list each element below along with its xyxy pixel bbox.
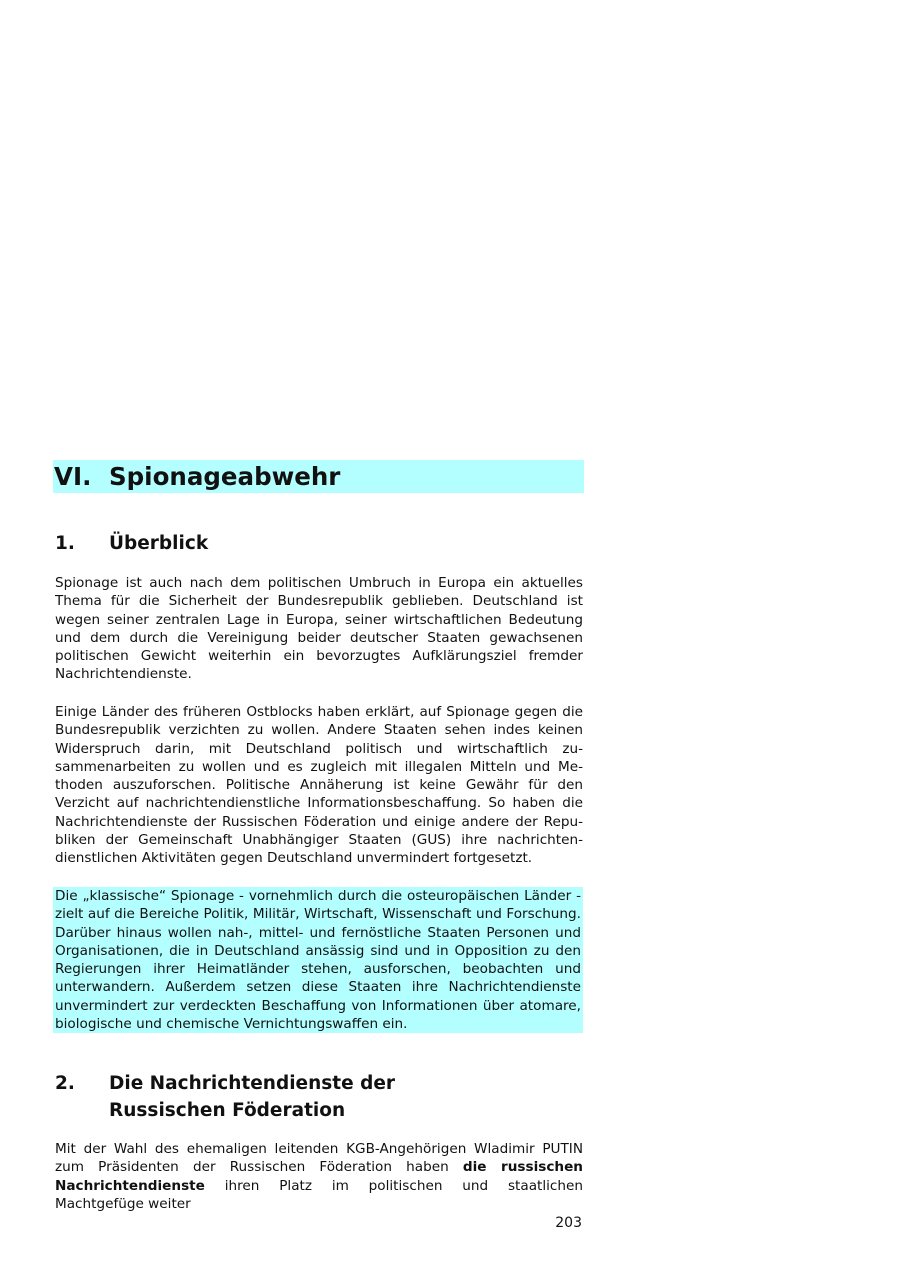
section-heading-1 — [55, 530, 208, 557]
paragraph-4-bold-term: die russischen Nachrichtendienste — [55, 1159, 583, 1194]
section-title: Überblick — [109, 533, 209, 554]
section-title-line-1: Die Nachrichtendienste der — [109, 1073, 396, 1094]
page-number: 203 — [555, 1215, 582, 1231]
section-number: 2. — [55, 1073, 75, 1094]
paragraph-4-text-end: ihren Platz im politischen und staatlichen Machtgefüge weiter — [55, 1177, 583, 1212]
paragraph-4 — [55, 1140, 583, 1213]
paragraph-3-highlighted: Die „klassische“ Spionage - vornehmlich durch die osteuropäischen Länder - zielt auf die Bereiche Politik, Militär, Wirtschaft, Wissenschaft und Forschung. Darüber hinaus wollen nah-, mittel- und fernöstliche Staaten Personen und Organisationen, die in Deutschland ansässig sind und in Opposition zu den Regierungen ihrer Heimatländer stehen, ausforschen, beobachten und unterwandern. Außerdem setzen diese Staaten ihre Nachrichtendienste unvermindert zur verdeckten Beschaffung von Informationen über atomare, biologische und chemische Vernichtungswaffen ein. — [55, 888, 581, 1033]
chapter-title: Spionageabwehr — [109, 462, 341, 491]
section-title — [109, 1070, 395, 1124]
chapter-heading — [53, 460, 584, 493]
section-heading-2 — [55, 1070, 395, 1124]
section-title-line-2: Russischen Föderation — [109, 1100, 346, 1121]
paragraph-4-text-start: Mit der Wahl des ehemaligen leitenden KGB-Angehörigen Wladimir PUTIN zum Präsidenten der Russischen Föderation haben — [55, 1141, 583, 1176]
paragraph-1: Spionage ist auch nach dem politischen Umbruch in Europa ein aktuelles Thema für die Sicherheit der Bundesrepublik geblieben. Deutschland ist wegen seiner zentralen Lage in Europa, seiner wirtschaftlichen Bedeutung und dem durch die Vereinigung beider deutscher Staaten gewachsenen politischen Gewicht weiterhin ein bevorzugtes Aufklärungsziel fremder Nachrichtendienste. — [55, 575, 583, 683]
paragraph-2: Einige Länder des früheren Ostblocks haben erklärt, auf Spionage gegen die Bundesrepublik verzichten zu wollen. Andere Staaten sehen indes keinen Widerspruch darin, mit Deutschland politisch und wirtschaftlich zusammenarbeiten zu wollen und es zugleich mit illegalen Mitteln und Methoden auszuforschen. Politische Annäherung ist keine Gewähr für den Verzicht auf nachrichtendienstliche Informationsbeschaffung. So haben die Nachrichtendienste der Russischen Föderation und einige andere der Republiken der Gemeinschaft Unabhängiger Staaten (GUS) ihre nachrichtendienstlichen Aktivitäten gegen Deutschland unvermindert fortgesetzt. — [55, 704, 583, 867]
chapter-number: VI. — [54, 462, 92, 491]
section-number: 1. — [55, 533, 75, 554]
